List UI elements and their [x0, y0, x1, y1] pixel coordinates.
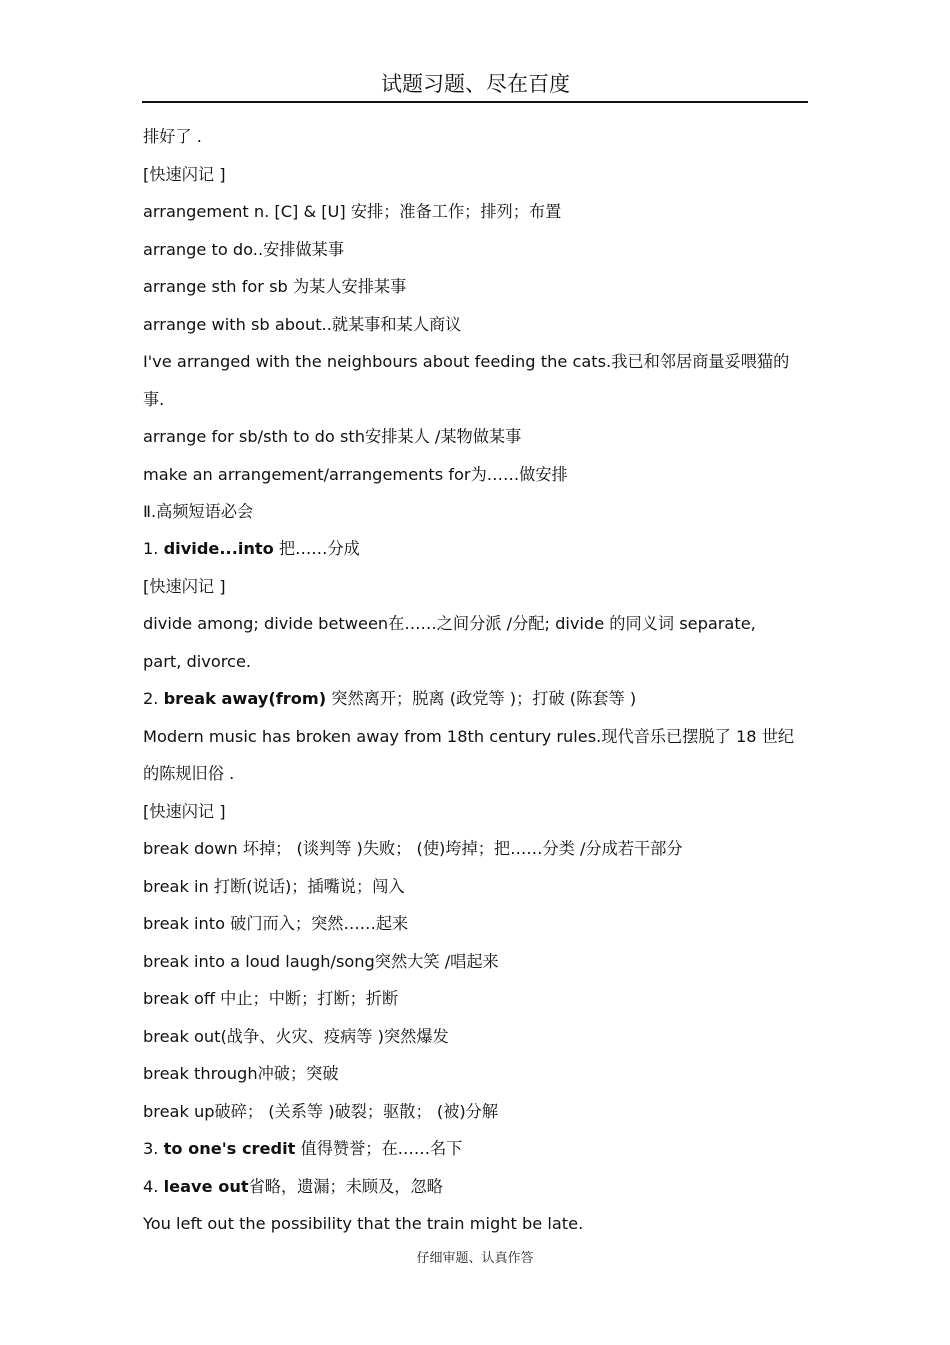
header-rule	[142, 101, 808, 103]
page-header-title: 试题习题、尽在百度	[381, 72, 570, 96]
text-line: arrange sth for sb 为某人安排某事	[143, 277, 407, 296]
phrase-item-2	[143, 680, 808, 718]
quick-note-label: [快速闪记 ]	[143, 801, 226, 821]
text-line: break in 打断(说话)；插嘴说；闯入	[143, 876, 405, 896]
page-footer: 仔细审题、认真作答	[416, 1251, 534, 1266]
phrase-item-3	[143, 1130, 808, 1168]
example-sentence-cont: 的陈规旧俗 .	[143, 764, 235, 783]
phrase-term: break away	[163, 689, 269, 708]
phrase-item-4	[143, 1168, 808, 1206]
text-line: break down 坏掉； (谈判等 )失败； (使)垮掉；把……分类 /分成若干部分	[143, 839, 683, 858]
text-line: 排好了 .	[143, 127, 202, 146]
text-line: break off 中止；中断；打断；折断	[143, 989, 399, 1008]
phrase-meaning: 值得赞誉；在……名下	[295, 1139, 463, 1158]
example-sentence: Modern music has broken away from 18th century rules.现代音乐已摆脱了 18 世纪	[143, 726, 795, 746]
phrase-meaning: 把……分成	[273, 539, 360, 558]
text-line: part, divorce.	[143, 651, 252, 671]
item-number: 4.	[143, 1176, 164, 1196]
text-line: break through冲破；突破	[143, 1064, 339, 1083]
phrase-item-1	[143, 530, 808, 568]
text-line: make an arrangement/arrangements for为……做安排	[143, 464, 568, 484]
phrase-term: leave out	[163, 1176, 249, 1196]
phrase-term: divide...into	[163, 539, 274, 558]
text-line: arrangement n. [C] & [U] 安排；准备工作；排列；布置	[143, 202, 562, 221]
text-line: divide among; divide between在……之间分派 /分配; divide 的同义词 separate,	[143, 614, 756, 633]
quick-note-label: [快速闪记 ]	[143, 576, 226, 596]
text-line: break into a loud laugh/song突然大笑 /唱起来	[143, 951, 499, 971]
example-sentence: You left out the possibility that the train might be late.	[143, 1214, 584, 1233]
text-line: arrange with sb about..就某事和某人商议	[143, 314, 462, 334]
item-number: 1.	[143, 539, 164, 558]
phrase-meaning: 省略，遗漏；未顾及，忽略	[248, 1176, 443, 1196]
phrase-term-paren: (from)	[268, 689, 327, 708]
example-sentence-cont: 事.	[143, 389, 165, 409]
text-line: break into 破门而入；突然……起来	[143, 914, 409, 933]
phrase-meaning: 突然离开；脱离 (政党等 )；打破 (陈套等 )	[326, 689, 637, 708]
text-line: break up破碎； (关系等 )破裂；驱散； (被)分解	[143, 1101, 499, 1121]
item-number: 3.	[143, 1139, 164, 1158]
text-line: arrange to do..安排做某事	[143, 239, 345, 259]
example-sentence: I've arranged with the neighbours about feeding the cats.我已和邻居商量妥喂猫的	[143, 352, 790, 371]
text-line: break out(战争、火灾、疫病等 )突然爆发	[143, 1026, 449, 1046]
item-number: 2.	[143, 689, 164, 708]
phrase-term: to one's credit	[163, 1139, 296, 1158]
text-line: arrange for sb/sth to do sth安排某人 /某物做某事	[143, 427, 522, 446]
section-heading: Ⅱ.高频短语必会	[143, 502, 254, 521]
document-body	[143, 118, 808, 1243]
quick-note-label: [快速闪记 ]	[143, 164, 226, 184]
